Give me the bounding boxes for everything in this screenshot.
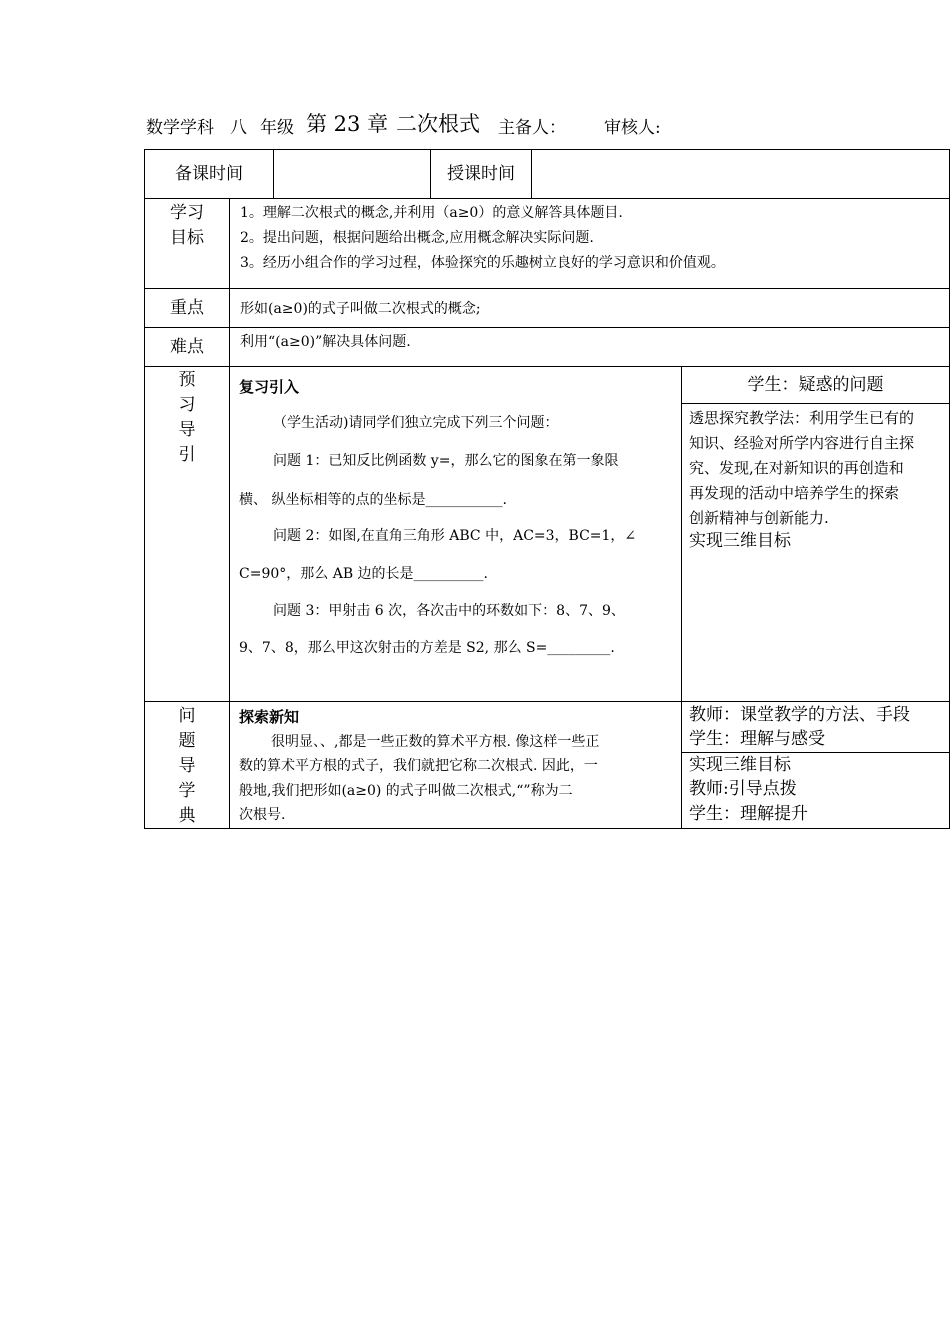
preview-side-line-2: 知识、经验对所学内容进行自主探 [689, 434, 915, 452]
inquiry-side-bottom-cell [681, 752, 950, 829]
preview-line-2: 问题 1：已知反比例函数 y=，那么它的图象在第一象限 [273, 453, 619, 469]
preview-line-7: 9、7、8，那么甲这次射击的方差是 S2, 那么 S=_________. [239, 640, 615, 656]
goals-content-cell [229, 198, 950, 289]
preview-side-goal: 实现三维目标 [689, 531, 791, 551]
subject-label: 数学学科 [146, 118, 214, 138]
teach-time-label-cell [430, 149, 532, 199]
prep-time-label-cell [144, 149, 274, 199]
inquiry-side-line-2: 学生：理解与感受 [689, 729, 825, 749]
key-point-label: 重点 [170, 298, 204, 318]
preview-heading: 复习引入 [239, 378, 300, 396]
inquiry-label-char-5: 典 [178, 806, 196, 826]
preview-content-cell [229, 366, 682, 702]
key-point-text: 形如(a≥0)的式子叫做二次根式的概念; [240, 301, 481, 317]
inquiry-heading: 探索新知 [239, 708, 300, 726]
prep-time-label: 备课时间 [175, 164, 243, 184]
goal-item-2: 2。提出问题，根据问题给出概念,应用概念解决实际问题. [240, 230, 594, 246]
inquiry-side-line-5: 学生：理解提升 [689, 804, 808, 824]
inquiry-line-1: 很明显、、,都是一些正数的算术平方根. 像这样一些正 [271, 734, 600, 750]
prep-time-value-cell [273, 149, 431, 199]
preview-side-title: 学生：疑惑的问题 [747, 375, 884, 395]
goal-item-3: 3。经历小组合作的学习过程，体验探究的乐趣树立良好的学习意识和价值观。 [240, 255, 725, 271]
preview-side-line-1: 透思探究教学法：利用学生已有的 [689, 409, 915, 427]
preview-side-title-cell [681, 366, 950, 404]
difficulty-label: 难点 [170, 337, 204, 357]
grade-suffix: 年级 [260, 118, 294, 138]
preview-label-cell [144, 366, 230, 702]
inquiry-content-cell [229, 701, 682, 829]
preview-line-3: 横、 纵坐标相等的点的坐标是___________. [239, 492, 507, 508]
preview-side-line-5: 创新精神与创新能力. [689, 509, 829, 527]
inquiry-label-cell [144, 701, 230, 829]
preview-label-char-4: 引 [178, 445, 196, 465]
preview-label-char-1: 预 [178, 370, 196, 390]
inquiry-line-3: 般地,我们把形如(a≥0) 的式子叫做二次根式,“”称为二 [239, 783, 573, 799]
preview-line-6: 问题 3：甲射击 6 次，各次击中的环数如下：8、7、9、 [273, 603, 625, 619]
reviewer-label: 审核人: [604, 118, 661, 138]
difficulty-label-cell [144, 327, 230, 367]
goals-label-line-2: 目标 [170, 228, 204, 248]
key-point-content-cell [229, 288, 950, 328]
inquiry-side-top-cell [681, 701, 950, 753]
teach-time-value-cell [531, 149, 950, 199]
inquiry-side-line-1: 教师：课堂教学的方法、手段 [689, 705, 910, 725]
preview-line-5: C=90°，那么 AB 边的长是__________. [239, 566, 489, 582]
inquiry-side-line-4: 教师:引导点拨 [689, 779, 797, 799]
preview-side-line-3: 究、发现,在对新知识的再创造和 [689, 459, 904, 477]
preparer-label: 主备人： [498, 118, 566, 138]
inquiry-side-line-3: 实现三维目标 [689, 755, 791, 775]
inquiry-label-char-4: 学 [178, 781, 196, 801]
difficulty-content-cell [229, 327, 950, 367]
preview-side-cell [681, 403, 950, 702]
difficulty-text: 利用“(a≥0)”解决具体问题. [240, 334, 411, 350]
preview-side-line-4: 再发现的活动中培养学生的探索 [689, 484, 900, 502]
teach-time-label: 授课时间 [447, 164, 515, 184]
preview-line-1: （学生活动)请同学们独立完成下列三个问题： [273, 415, 559, 431]
chapter-label: 第 23 章 [306, 112, 389, 136]
inquiry-label-char-2: 题 [178, 731, 196, 751]
grade-number: 八 [230, 118, 247, 138]
preview-label-char-3: 导 [178, 420, 196, 440]
goals-label-line-1: 学习 [170, 203, 204, 223]
preview-label-char-2: 习 [178, 395, 196, 415]
goals-label-cell [144, 198, 230, 289]
inquiry-line-4: 次根号. [239, 807, 286, 823]
topic-title: 二次根式 [396, 112, 480, 136]
inquiry-line-2: 数的算术平方根的式子，我们就把它称二次根式. 因此，一 [239, 758, 598, 774]
preview-line-4: 问题 2：如图,在直角三角形 ABC 中，AC=3，BC=1，∠ [273, 528, 637, 544]
inquiry-label-char-1: 问 [178, 706, 196, 726]
inquiry-label-char-3: 导 [178, 756, 196, 776]
goal-item-1: 1。理解二次根式的概念,并利用（a≥0）的意义解答具体题目. [240, 205, 623, 221]
key-point-label-cell [144, 288, 230, 328]
